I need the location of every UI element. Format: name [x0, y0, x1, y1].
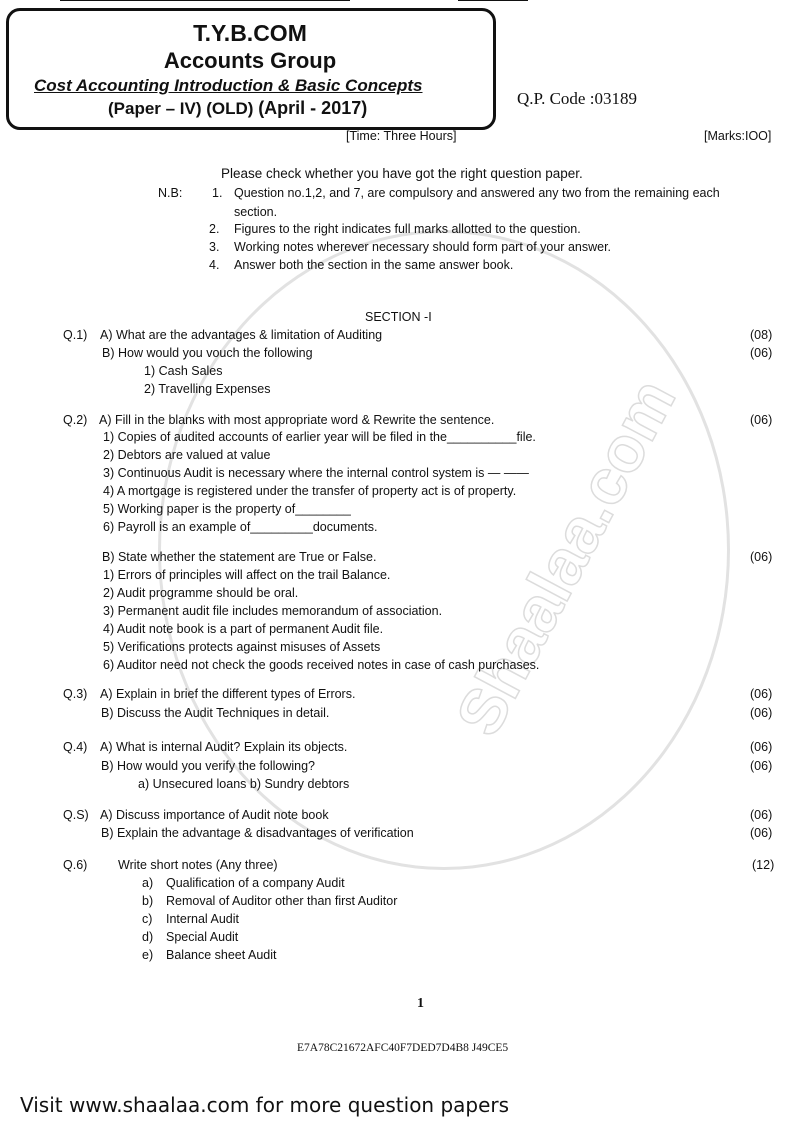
course-title: T.Y.B.COM [193, 20, 307, 46]
note-item: Balance sheet Audit [166, 948, 277, 962]
blank-item: 4) A mortgage is registered under the transfer of property act is of property. [103, 484, 517, 498]
blank-item: 6) Payroll is an example of_________documents. [103, 520, 378, 534]
true-false-item: 2) Audit programme should be oral. [103, 586, 299, 600]
true-false-item: 6) Auditor need not check the goods received notes in case of cash purchases. [103, 658, 540, 672]
instruction-text: Answer both the section in the same answer book. [234, 258, 514, 272]
document-code: E7A78C21672AFC40F7DED7D4B8 J49CE5 [297, 1042, 509, 1054]
question-text: A) What are the advantages & limitation of Auditing [100, 328, 383, 342]
question-number: Q.1) [63, 328, 88, 342]
section-title: SECTION -I [365, 310, 432, 324]
note-letter: d) [142, 930, 154, 944]
question-marks: (06) [750, 826, 773, 840]
nb-label: N.B: [158, 186, 183, 200]
footer-link-text: Visit www.shaalaa.com for more question papers [20, 1093, 510, 1117]
instruction-text: Working notes wherever necessary should form part of your answer. [234, 240, 612, 254]
instruction-num: 2. [209, 222, 220, 236]
note-item: Removal of Auditor other than first Auditor [166, 894, 398, 908]
question-text: B) How would you vouch the following [102, 346, 313, 360]
instruction-text: Figures to the right indicates full marks allotted to the question. [234, 222, 581, 236]
instruction-text: Question no.1,2, and 7, are compulsory and answered any two from the remaining each [234, 186, 720, 200]
note-letter: a) [142, 876, 154, 890]
question-text: B) How would you verify the following? [101, 759, 315, 773]
subject-title: Cost Accounting Introduction & Basic Concepts [34, 76, 423, 95]
question-number: Q.2) [63, 413, 88, 427]
question-marks: (06) [750, 808, 773, 822]
question-marks: (06) [750, 740, 773, 754]
note-item: Internal Audit [166, 912, 239, 926]
session-label: (April - 2017) [258, 98, 368, 118]
question-text: B) Explain the advantage & disadvantages of verification [101, 826, 414, 840]
sub-item: a) Unsecured loans b) Sundry debtors [138, 777, 350, 791]
blank-item: 1) Copies of audited accounts of earlier year will be filed in the__________file. [103, 430, 536, 444]
watermark-text: Shaalaa.com [442, 367, 690, 747]
top-rule-right [458, 0, 528, 1]
page-number: 1 [417, 996, 424, 1011]
question-text: A) What is internal Audit? Explain its objects. [100, 740, 348, 754]
qp-code: Q.P. Code :03189 [517, 89, 637, 108]
time-label: [Time: Three Hours] [346, 129, 457, 143]
true-false-item: 5) Verifications protects against misuses of Assets [103, 640, 381, 654]
true-false-item: 1) Errors of principles will affect on the trail Balance. [103, 568, 391, 582]
question-marks: (06) [750, 759, 773, 773]
question-number: Q.6) [63, 858, 88, 872]
question-number: Q.S) [63, 808, 89, 822]
instruction-num: 3. [209, 240, 220, 254]
true-false-item: 4) Audit note book is a part of permanent Audit file. [103, 622, 384, 636]
question-marks: (06) [750, 687, 773, 701]
blank-item: 5) Working paper is the property of________ [103, 502, 351, 516]
paper-title [108, 98, 367, 119]
note-item: Special Audit [166, 930, 239, 944]
question-text: B) State whether the statement are True or False. [102, 550, 377, 564]
top-rule-left [60, 0, 350, 1]
question-marks: (12) [752, 858, 775, 872]
sub-item: 2) Travelling Expenses [144, 382, 271, 396]
question-text: A) Discuss importance of Audit note book [100, 808, 329, 822]
question-text: A) Explain in brief the different types of Errors. [100, 687, 356, 701]
paper-label: (Paper – IV) (OLD) [108, 99, 259, 118]
question-number: Q.4) [63, 740, 88, 754]
note-letter: c) [142, 912, 153, 926]
blank-item: 3) Continuous Audit is necessary where the internal control system is — —— [103, 466, 529, 480]
instruction-num: 4. [209, 258, 220, 272]
note-item: Qualification of a company Audit [166, 876, 345, 890]
question-marks: (06) [750, 706, 773, 720]
check-instruction: Please check whether you have got the right question paper. [221, 166, 583, 181]
question-text: Write short notes (Any three) [118, 858, 278, 872]
blank-item: 2) Debtors are valued at value [103, 448, 271, 462]
question-number: Q.3) [63, 687, 88, 701]
true-false-item: 3) Permanent audit file includes memorandum of association. [103, 604, 443, 618]
question-text: B) Discuss the Audit Techniques in detail. [101, 706, 330, 720]
question-marks: (08) [750, 328, 773, 342]
instruction-num: 1. [212, 186, 223, 200]
question-marks: (06) [750, 413, 773, 427]
question-text: A) Fill in the blanks with most appropriate word & Rewrite the sentence. [99, 413, 495, 427]
instruction-text: section. [234, 205, 278, 219]
note-letter: b) [142, 894, 154, 908]
question-marks: (06) [750, 346, 773, 360]
group-title: Accounts Group [163, 48, 337, 73]
question-marks: (06) [750, 550, 773, 564]
sub-item: 1) Cash Sales [144, 364, 223, 378]
marks-label: [Marks:IOO] [704, 129, 772, 143]
note-letter: e) [142, 948, 154, 962]
